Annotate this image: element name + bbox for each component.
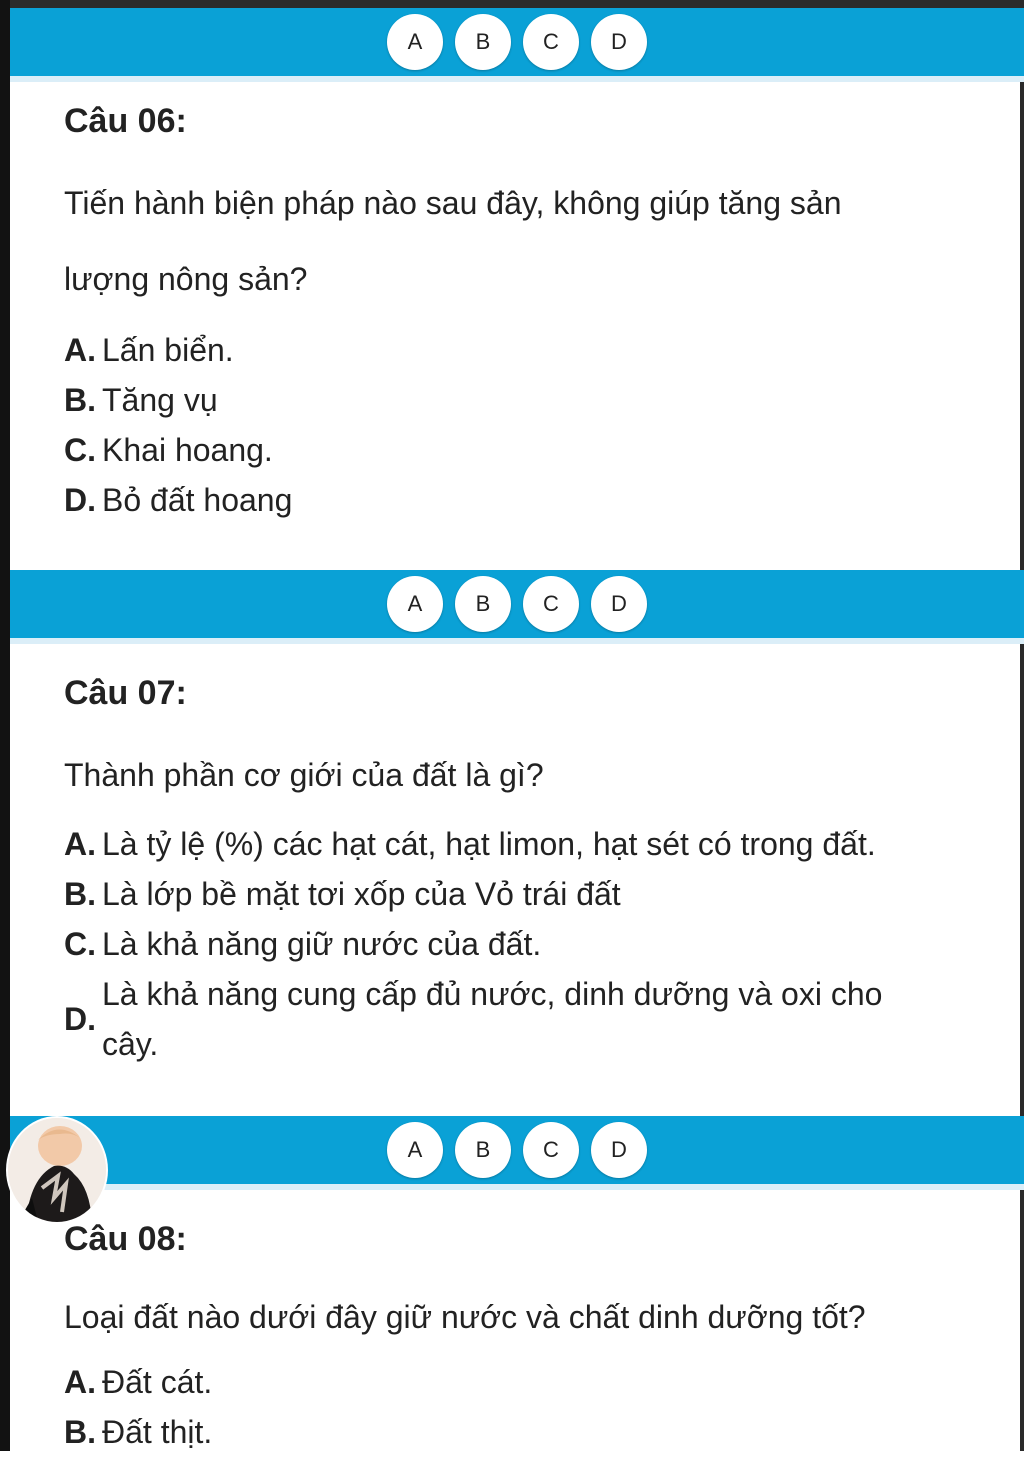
choice-a[interactable]: A. Lấn biển. xyxy=(64,332,234,368)
option-c-button[interactable]: C xyxy=(523,1122,579,1178)
question-title: Câu 08: xyxy=(64,1220,187,1258)
option-a-button[interactable]: A xyxy=(387,1122,443,1178)
option-b-button[interactable]: B xyxy=(455,1122,511,1178)
choice-c[interactable]: C. Là khả năng giữ nước của đất. xyxy=(64,926,542,962)
choice-a[interactable]: A. Là tỷ lệ (%) các hạt cát, hạt limon, hạt sét có trong đất. xyxy=(64,826,876,862)
question-text-line1: Thành phần cơ giới của đất là gì? xyxy=(64,757,544,793)
question-text-line2: lượng nông sản? xyxy=(64,261,308,297)
right-edge xyxy=(1020,0,1024,1451)
choice-list xyxy=(64,325,984,525)
option-b-button[interactable]: B xyxy=(455,576,511,632)
choice-b[interactable]: B. Là lớp bề mặt tơi xốp của Vỏ trái đất xyxy=(64,876,621,912)
question-title: Câu 06: xyxy=(64,102,187,140)
option-b-button[interactable]: B xyxy=(455,14,511,70)
question-08 xyxy=(64,1220,984,1457)
question-text-line1: Tiến hành biện pháp nào sau đây, không giúp tăng sản xyxy=(64,185,842,221)
option-c-button[interactable]: C xyxy=(523,14,579,70)
option-a-button[interactable]: A xyxy=(387,14,443,70)
answer-bar-q07 xyxy=(10,1116,1024,1190)
option-d-button[interactable]: D xyxy=(591,1122,647,1178)
answer-bar-q05 xyxy=(10,8,1024,82)
choice-b[interactable]: B. Đất thịt. xyxy=(64,1414,213,1450)
choice-c[interactable]: C. Khai hoang. xyxy=(64,432,273,468)
choice-b[interactable]: B. Tăng vụ xyxy=(64,382,218,418)
choice-d[interactable]: D. Bỏ đất hoang xyxy=(64,482,293,518)
answer-bar-q06 xyxy=(10,570,1024,644)
question-06 xyxy=(64,102,984,525)
option-a-button[interactable]: A xyxy=(387,576,443,632)
option-d-button[interactable]: D xyxy=(591,576,647,632)
user-avatar-icon[interactable] xyxy=(8,1118,106,1222)
question-title: Câu 07: xyxy=(64,674,187,712)
top-strip xyxy=(0,0,1024,8)
question-text-line1: Loại đất nào dưới đây giữ nước và chất dinh dưỡng tốt? xyxy=(64,1299,866,1335)
choice-list xyxy=(64,819,984,1069)
choice-d[interactable]: D. Là khả năng cung cấp đủ nước, dinh dưỡng và oxi cho cây. xyxy=(64,976,883,1062)
left-edge xyxy=(0,0,10,1451)
option-c-button[interactable]: C xyxy=(523,576,579,632)
choice-a[interactable]: A. Đất cát. xyxy=(64,1364,213,1400)
question-07 xyxy=(64,674,984,1069)
choice-list xyxy=(64,1357,984,1457)
option-d-button[interactable]: D xyxy=(591,14,647,70)
